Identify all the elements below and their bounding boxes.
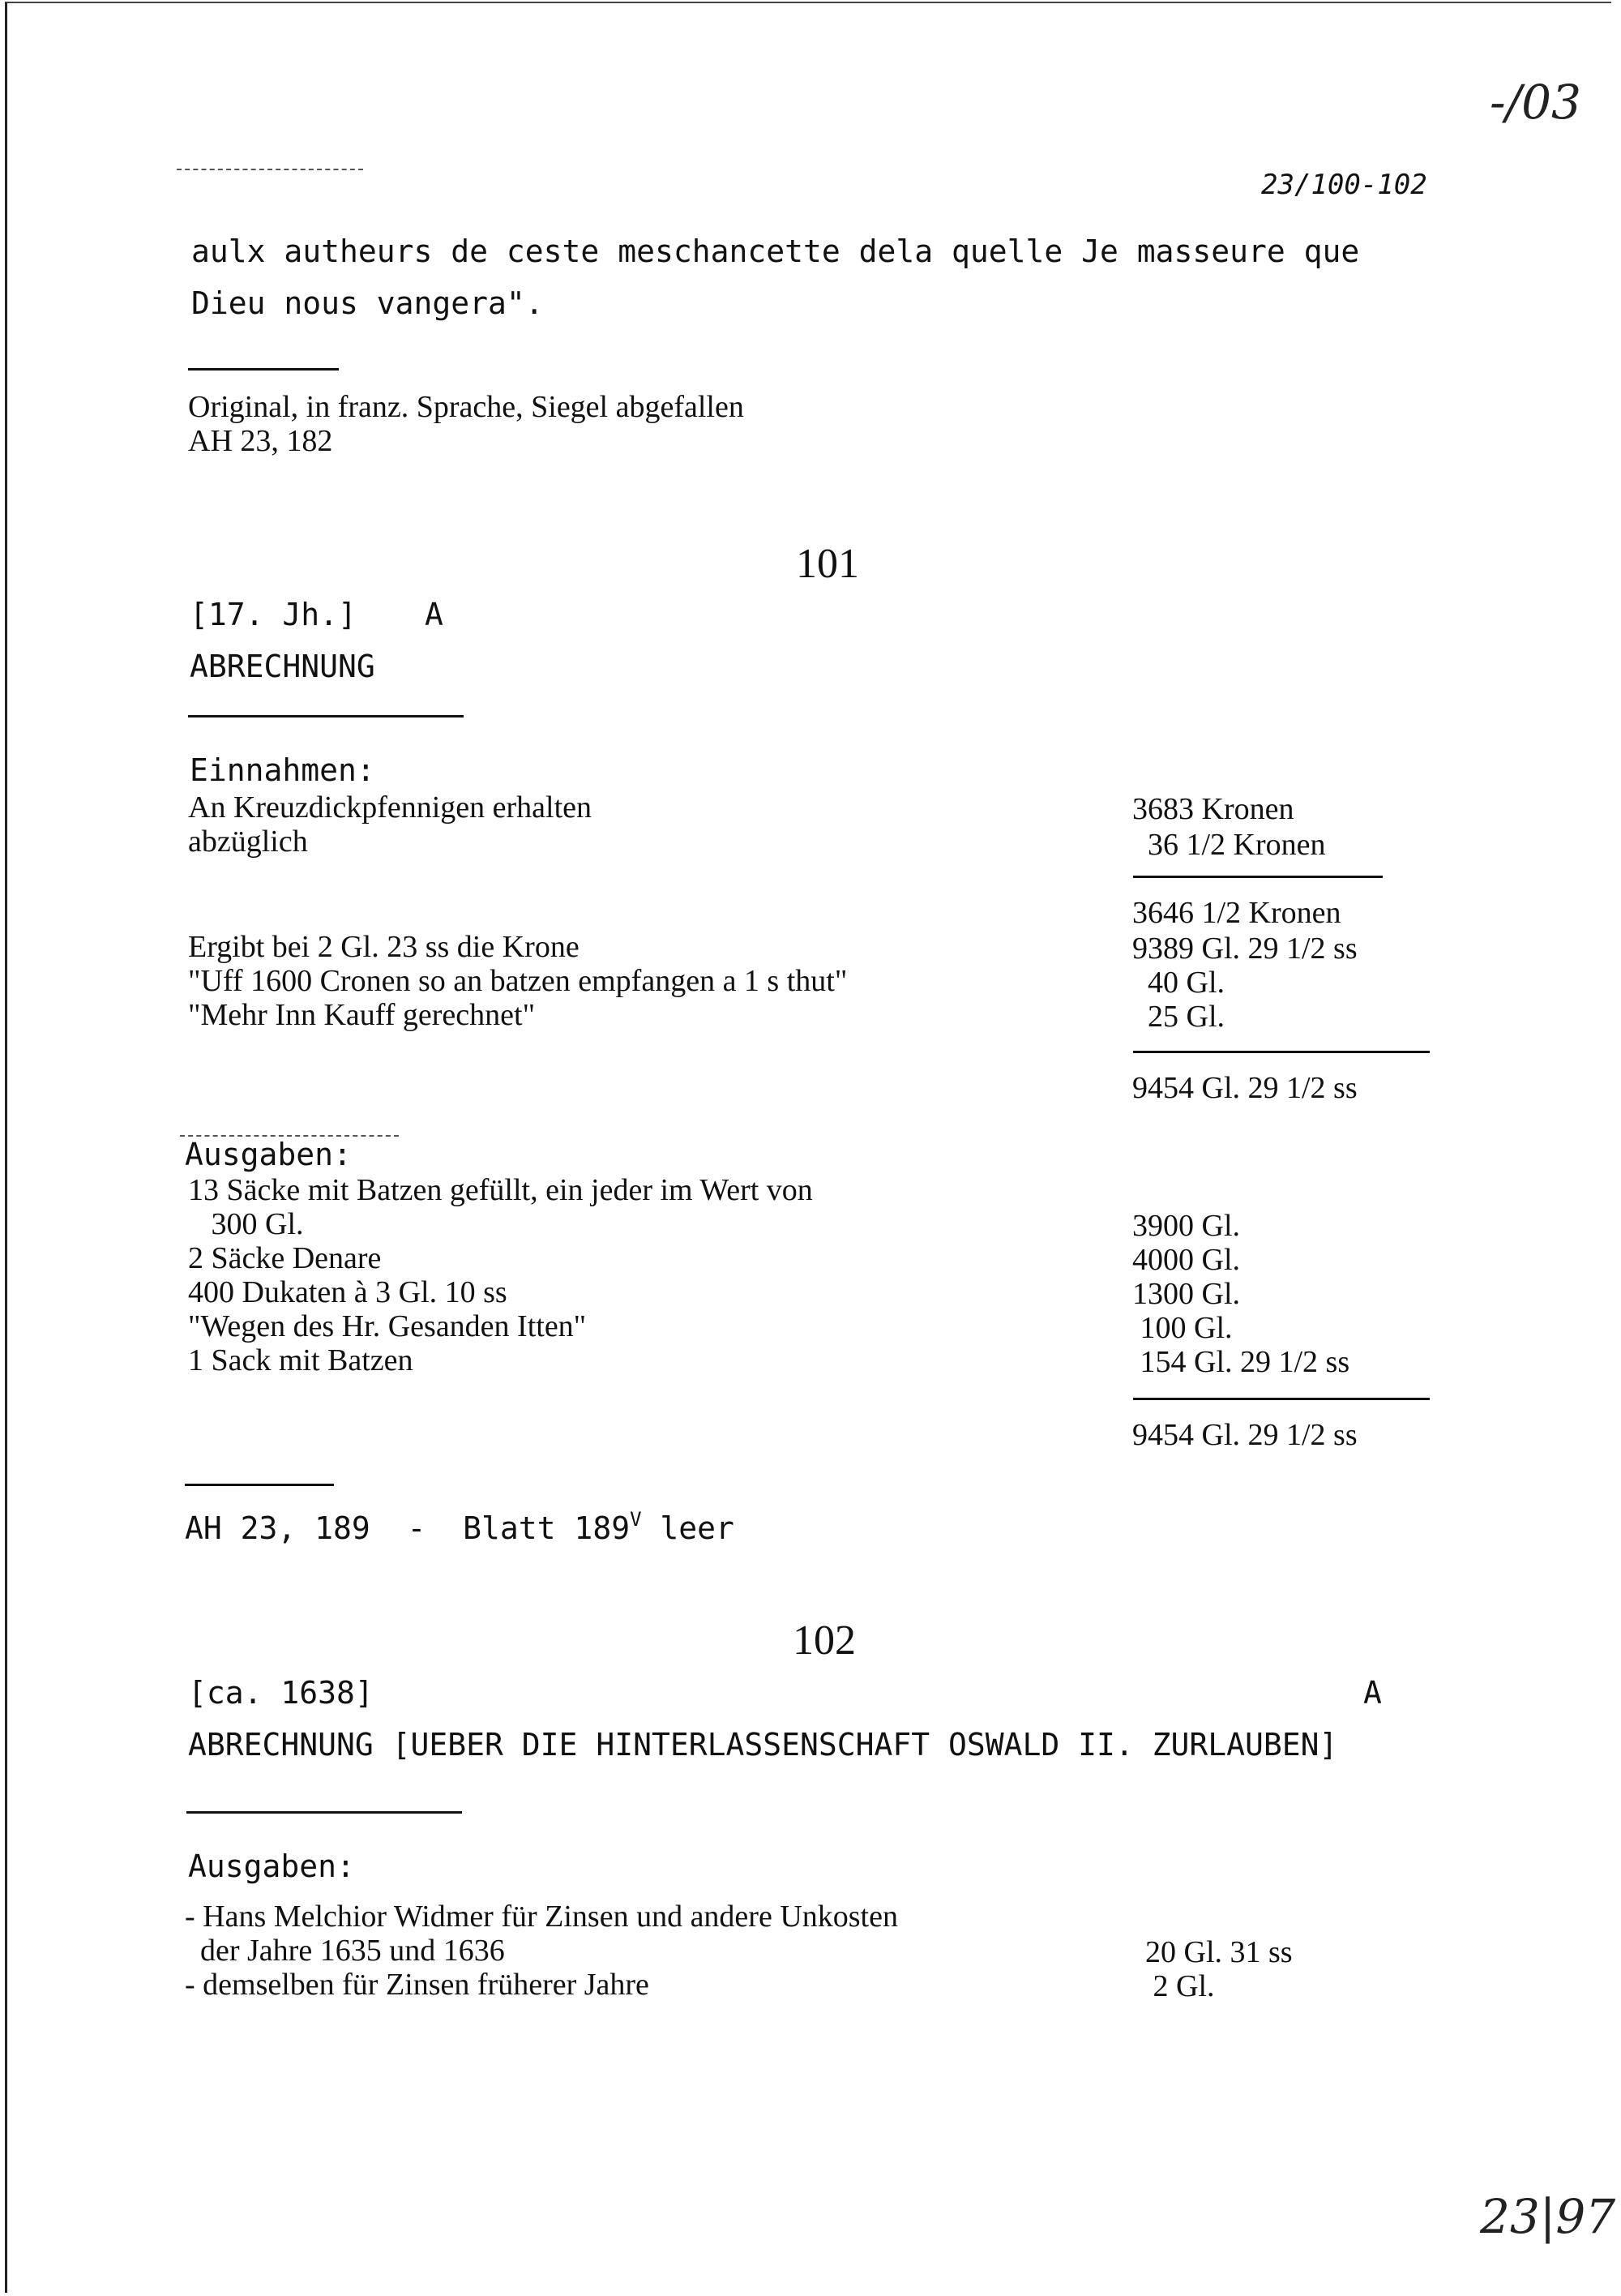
faint-scan-mark (177, 169, 363, 170)
section-divider (188, 368, 339, 371)
income-subtotal: 3646 1/2 Kronen (1132, 896, 1341, 930)
source-text: leer (641, 1510, 734, 1546)
expense-amount: 4000 Gl. (1132, 1243, 1240, 1277)
prev-doc-source: AH 23, 182 (188, 424, 333, 458)
expense-label: 300 Gl. (188, 1207, 304, 1241)
source-text: AH 23, 189 - Blatt 189 (185, 1510, 631, 1546)
total-rule (1133, 1398, 1430, 1400)
expense-label: 13 Säcke mit Batzen gefüllt, ein jeder im Wert von (188, 1173, 813, 1207)
expense-label: 400 Dukaten à 3 Gl. 10 ss (188, 1275, 507, 1309)
document-number-101: 101 (796, 541, 859, 587)
document-number-102: 102 (793, 1617, 856, 1664)
doc102-marker: A (1363, 1675, 1382, 1711)
title-divider (188, 715, 464, 718)
expense-total: 9454 Gl. 29 1/2 ss (1132, 1418, 1358, 1452)
income-amount: 40 Gl. (1132, 966, 1225, 1000)
income-amount: 25 Gl. (1132, 1000, 1225, 1034)
income-label: "Mehr Inn Kauff gerechnet" (188, 998, 536, 1032)
doc102-expense-label: - Hans Melchior Widmer für Zinsen und andere Unkosten (185, 1900, 898, 1934)
prev-doc-line-2: Dieu nous vangera". (191, 285, 544, 321)
expense-amount: 100 Gl. (1132, 1311, 1233, 1345)
prev-doc-note: Original, in franz. Sprache, Siegel abgefallen (188, 390, 744, 424)
expense-label: 2 Säcke Denare (188, 1241, 382, 1275)
income-label: An Kreuzdickpfennigen erhalten (188, 790, 592, 825)
expense-label: "Wegen des Hr. Gesanden Itten" (188, 1309, 587, 1343)
expense-amount: 3900 Gl. (1132, 1209, 1240, 1243)
expense-header: Ausgaben: (185, 1137, 352, 1172)
expense-amount: 1300 Gl. (1132, 1277, 1240, 1311)
reference-number: 23/100-102 (1261, 169, 1427, 201)
title-divider (186, 1811, 462, 1814)
total-rule (1133, 1051, 1430, 1053)
income-label: Ergibt bei 2 Gl. 23 ss die Krone (188, 930, 580, 964)
expense-label: 1 Sack mit Batzen (188, 1343, 413, 1377)
doc102-date: [ca. 1638] (188, 1675, 374, 1711)
income-total: 9454 Gl. 29 1/2 ss (1132, 1071, 1358, 1105)
handwritten-page-stamp: -/03 (1490, 75, 1581, 130)
doc101-title: ABRECHNUNG (190, 649, 375, 684)
income-header: Einnahmen: (190, 752, 375, 788)
income-label: "Uff 1600 Cronen so an batzen empfangen a 1 s thut" (188, 964, 848, 998)
doc102-expense-amount: 2 Gl. (1130, 1969, 1215, 2003)
income-amount: 9389 Gl. 29 1/2 ss (1132, 932, 1358, 966)
doc102-expense-label: der Jahre 1635 und 1636 (185, 1934, 505, 1968)
section-divider (185, 1484, 334, 1486)
income-amount: 36 1/2 Kronen (1132, 828, 1326, 862)
income-label: abzüglich (188, 825, 308, 859)
handwritten-folio-mark: 23|97 (1480, 2189, 1616, 2244)
subtotal-rule (1133, 876, 1383, 878)
doc102-title: ABRECHNUNG [UEBER DIE HINTERLASSENSCHAFT OSWALD II. ZURLAUBEN] (188, 1727, 1338, 1763)
doc101-date: [17. Jh.] (190, 597, 357, 632)
doc102-expense-header: Ausgaben: (188, 1848, 355, 1884)
doc102-expense-amount: 20 Gl. 31 ss (1130, 1935, 1293, 1969)
source-superscript: V (630, 1508, 642, 1531)
prev-doc-line-1: aulx autheurs de ceste meschancette dela quelle Je masseure que (191, 233, 1360, 269)
income-amount: 3683 Kronen (1132, 792, 1294, 826)
doc101-source (185, 1501, 734, 1546)
expense-amount: 154 Gl. 29 1/2 ss (1132, 1345, 1350, 1379)
doc101-marker: A (425, 597, 443, 632)
doc102-expense-label: - demselben für Zinsen früherer Jahre (185, 1968, 649, 2002)
